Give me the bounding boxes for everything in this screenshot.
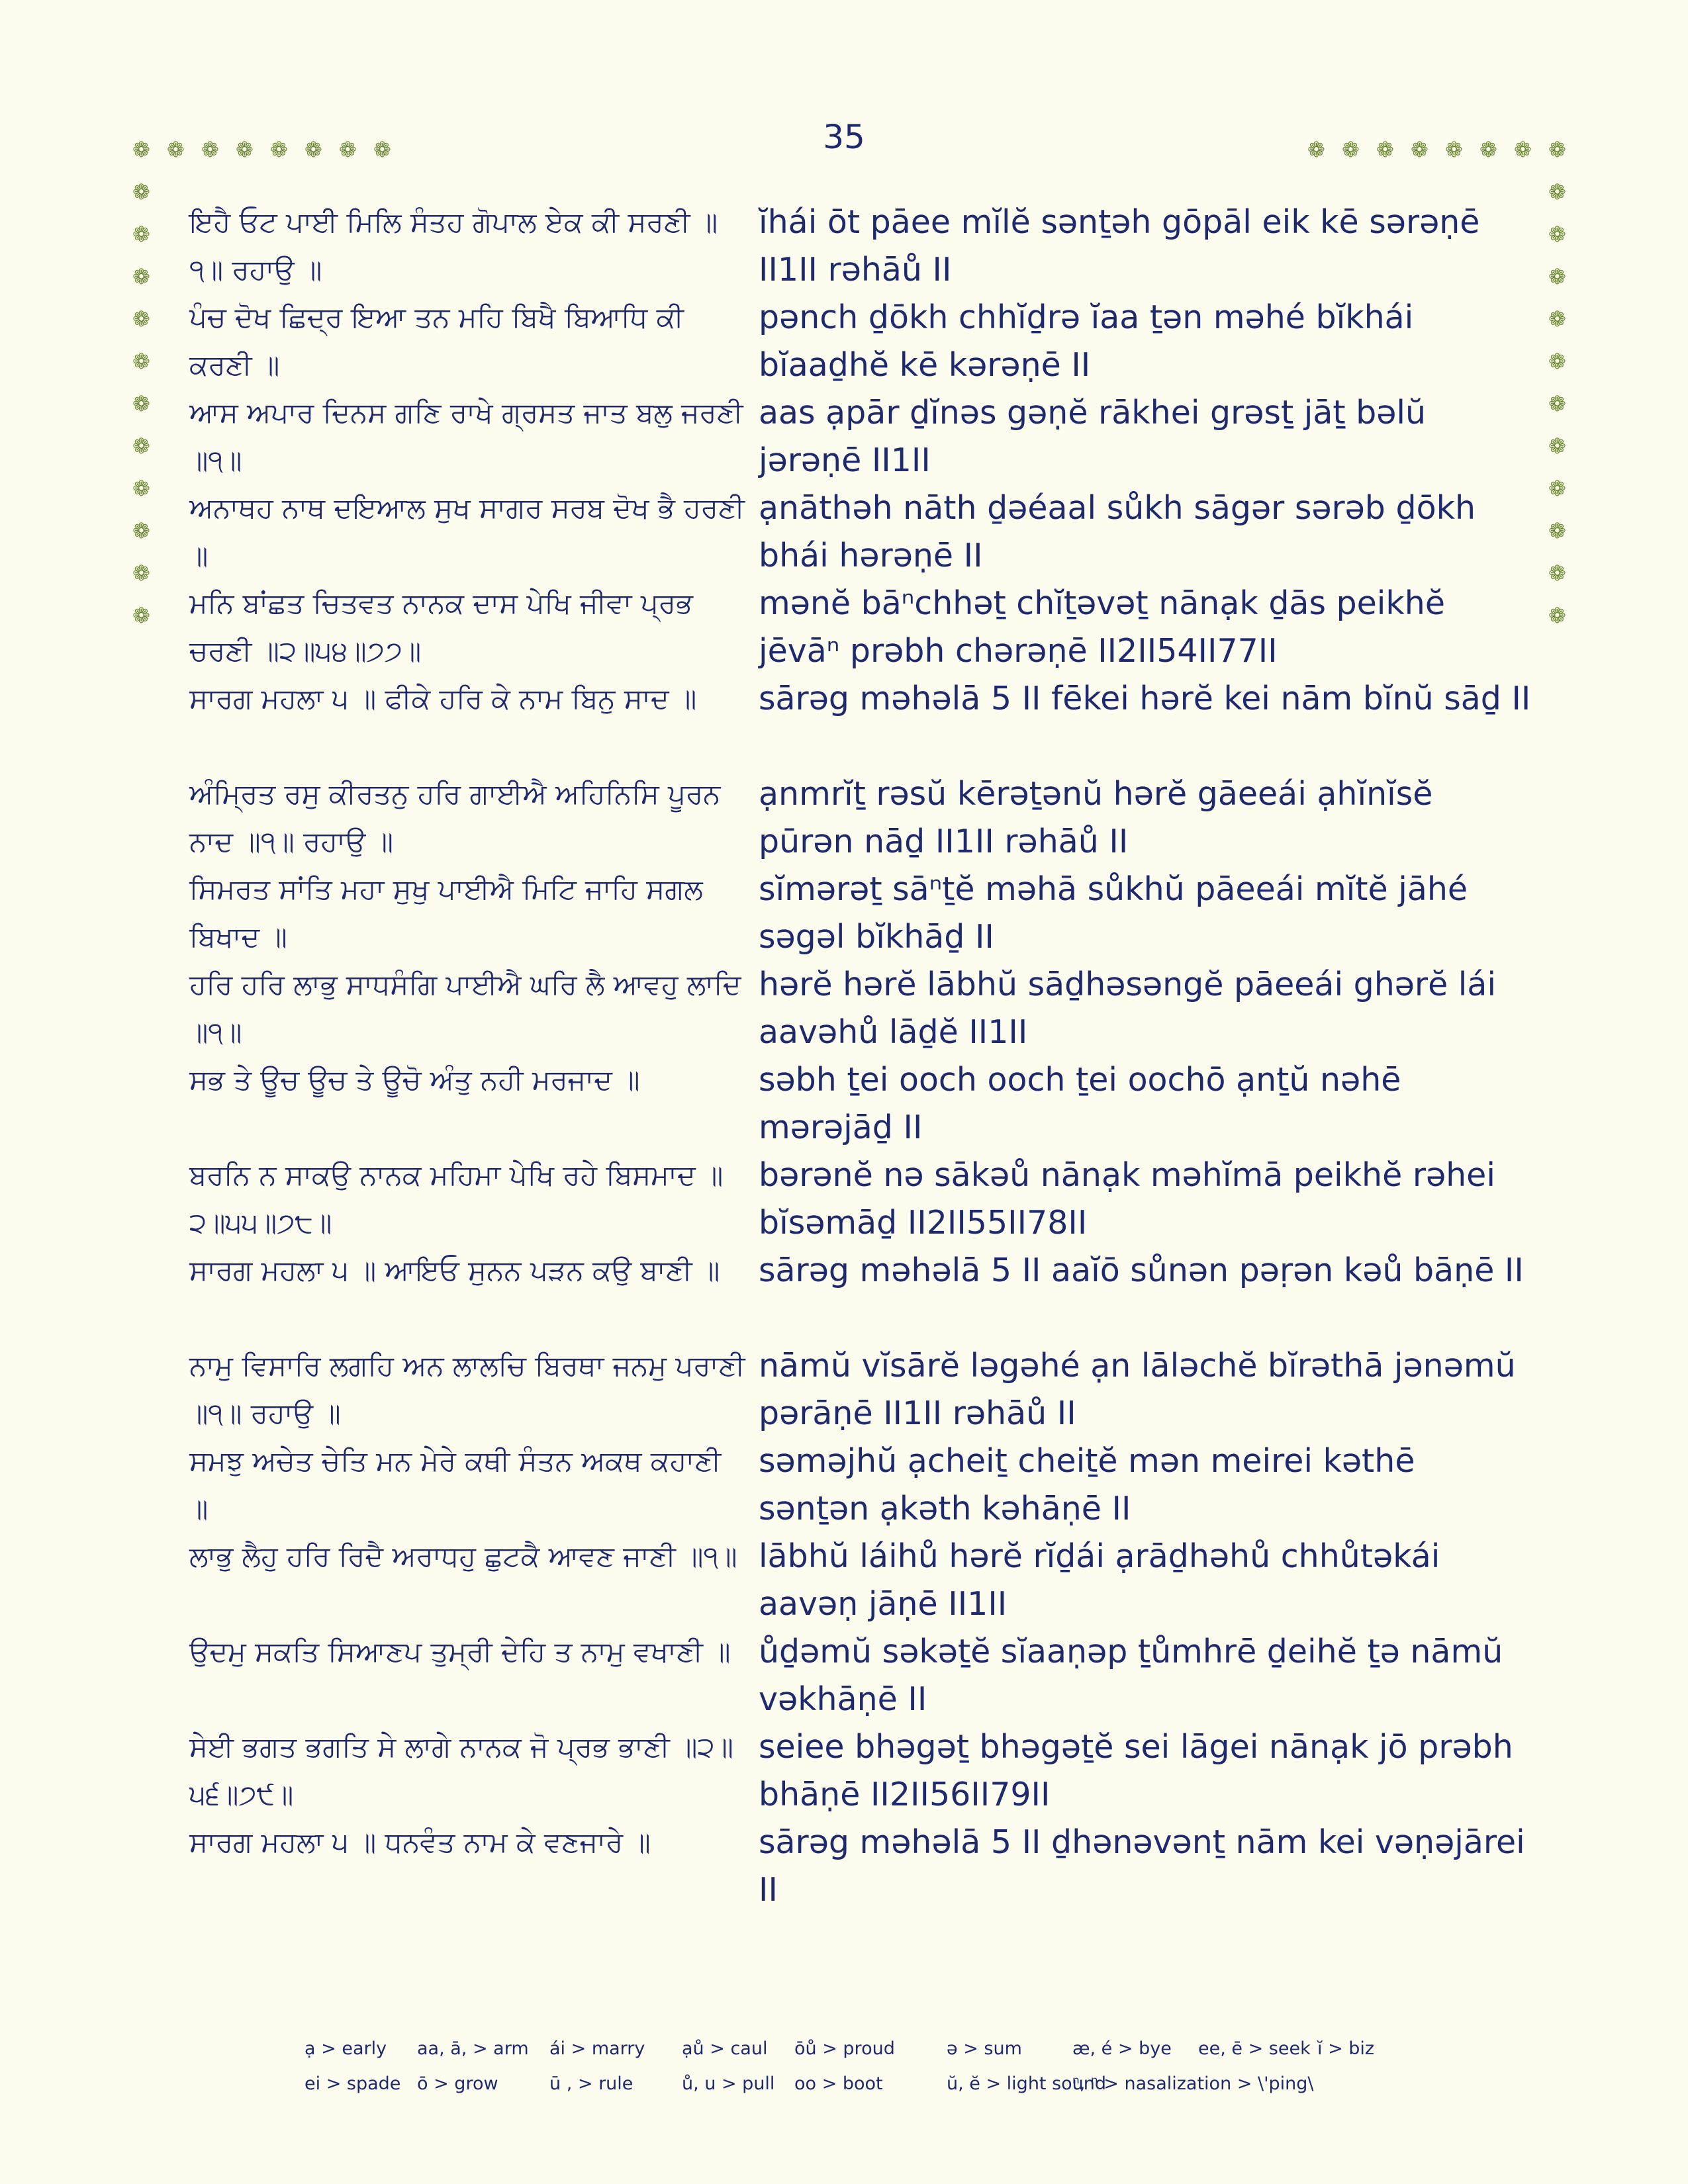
legend-row bbox=[305, 2038, 1562, 2059]
verse-row bbox=[189, 1533, 1533, 1628]
flower-ornament-icon: ❁ bbox=[270, 137, 288, 162]
verse-row bbox=[189, 580, 1533, 675]
legend-item: ⁿ, ⁿ > nasalization > \'ping\ bbox=[1072, 2073, 1314, 2094]
legend-item: ei > spade bbox=[305, 2073, 401, 2094]
transliteration-text: hərĕ hərĕ lābhŭ sāḏhəsəngĕ pāeeái ghərĕ lái aavəhů lāḏĕ II1II bbox=[759, 966, 1497, 1051]
legend-item: oo > boot bbox=[794, 2073, 883, 2094]
legend-item: ů, u > pull bbox=[682, 2073, 775, 2094]
transliteration-text: səbh ṯei ooch ooch ṯei oochō ạnṯŭ nəhē mərəjāḏ II bbox=[759, 1061, 1401, 1146]
transliteration-text: sĭmərəṯ sāⁿṯĕ məhā sůkhŭ pāeeái mĭtĕ jāhé səgəl bĭkhāḏ II bbox=[759, 870, 1468, 956]
gurmukhi-text: ਹਰਿ ਹਰਿ ਲਾਭੁ ਸਾਧਸੰਗਿ ਪਾਈਐ ਘਰਿ ਲੈ ਆਵਹੁ ਲਾਦਿ ॥੧॥ bbox=[189, 968, 741, 1048]
legend-item: ái > marry bbox=[549, 2038, 645, 2059]
flower-ornament-icon: ❁ bbox=[132, 433, 150, 459]
flower-ornament-icon: ❁ bbox=[1445, 137, 1463, 162]
flower-ornament-icon: ❁ bbox=[1548, 391, 1566, 416]
pronunciation-legend bbox=[305, 2038, 1562, 2109]
flower-ornament-icon: ❁ bbox=[1376, 137, 1394, 162]
flower-ornament-icon: ❁ bbox=[132, 137, 150, 162]
transliteration-text: ĭhái ōt pāee mĭlĕ sənṯəh gōpāl eik kē sərəṇē II1II rəhāů II bbox=[759, 203, 1480, 289]
transliteration-text: sārəg məhəlā 5 II fēkei hərĕ kei nām bĭnŭ sāḏ II bbox=[759, 680, 1531, 717]
flower-ornament-icon: ❁ bbox=[1548, 561, 1566, 586]
verse-row bbox=[189, 1723, 1533, 1819]
gurmukhi-text: ਸੇਈ ਭਗਤ ਭਗਤਿ ਸੇ ਲਾਗੇ ਨਾਨਕ ਜੋ ਪ੍ਰਭ ਭਾਣੀ ॥੨॥੫੬॥੭੯॥ bbox=[189, 1731, 733, 1811]
verse-row bbox=[189, 199, 1533, 294]
verse-row bbox=[189, 1819, 1533, 1914]
gurmukhi-text: ਬਰਨਿ ਨ ਸਾਕਉ ਨਾਨਕ ਮਹਿਮਾ ਪੇਖਿ ਰਹੇ ਬਿਸਮਾਦ ॥੨॥੫੫॥੭੮॥ bbox=[189, 1159, 724, 1239]
gurmukhi-text: ਨਾਮੁ ਵਿਸਾਰਿ ਲਗਹਿ ਅਨ ਲਾਲਚਿ ਬਿਰਥਾ ਜਨਮੁ ਪਰਾਣੀ ॥੧॥ ਰਹਾਉ ॥ bbox=[189, 1349, 745, 1430]
verse-row bbox=[189, 1152, 1533, 1247]
flower-ornament-icon: ❁ bbox=[1548, 264, 1566, 289]
flower-ornament-icon: ❁ bbox=[1548, 222, 1566, 247]
gurmukhi-text: ਸਮਝੁ ਅਚੇਤ ਚੇਤਿ ਮਨ ਮੇਰੇ ਕਥੀ ਸੰਤਨ ਅਕਥ ਕਹਾਣੀ ॥ bbox=[189, 1445, 722, 1525]
flower-ornament-icon: ❁ bbox=[132, 306, 150, 332]
verse-row bbox=[189, 484, 1533, 580]
transliteration-text: sārəg məhəlā 5 II ḏhənəvənṯ nām kei vəṇəjārei II bbox=[759, 1823, 1525, 1909]
legend-item: ō > grow bbox=[417, 2073, 498, 2094]
legend-item: ū , > rule bbox=[549, 2073, 633, 2094]
flower-ornament-icon: ❁ bbox=[132, 518, 150, 543]
flower-ornament-icon: ❁ bbox=[1548, 179, 1566, 205]
flower-ornament-icon: ❁ bbox=[1548, 306, 1566, 332]
verse-row bbox=[189, 1342, 1533, 1437]
gurmukhi-text: ਸਾਰਗ ਮਹਲਾ ੫ ॥ ਆਇਓ ਸੁਨਨ ਪੜਨ ਕਉ ਬਾਣੀ ॥ bbox=[189, 1254, 720, 1287]
flower-ornament-icon: ❁ bbox=[132, 476, 150, 501]
flower-ornament-icon: ❁ bbox=[132, 391, 150, 416]
flower-ornament-icon: ❁ bbox=[1342, 137, 1360, 162]
gurmukhi-text: ਸਿਮਰਤ ਸਾਂਤਿ ਮਹਾ ਸੁਖੁ ਪਾਈਐ ਮਿਟਿ ਜਾਹਿ ਸਗਲ ਬਿਖਾਦ ॥ bbox=[189, 873, 703, 953]
gurmukhi-text: ਅੰਮ੍ਰਿਤ ਰਸੁ ਕੀਰਤਨੁ ਹਰਿ ਗਾਈਐ ਅਹਿਨਿਸਿ ਪੂਰਨ ਨਾਦ ॥੧॥ ਰਹਾਉ ॥ bbox=[189, 778, 721, 858]
transliteration-text: bərənĕ nə sākəů nānạk məhĭmā peikhĕ rəhei bĭsəmāḏ II2II55II78II bbox=[759, 1156, 1495, 1242]
transliteration-text: seiee bhəgəṯ bhəgəṯĕ sei lāgei nānạk jō prəbh bhāṇē II2II56II79II bbox=[759, 1728, 1513, 1813]
legend-item: ōů > proud bbox=[794, 2038, 895, 2059]
verse-row bbox=[189, 1628, 1533, 1723]
gurmukhi-text: ਪੰਚ ਦੋਖ ਛਿਦ੍ਰ ਇਆ ਤਨ ਮਹਿ ਬਿਖੈ ਬਿਆਧਿ ਕੀ ਕਰਣੀ ॥ bbox=[189, 301, 684, 381]
flower-ornament-icon: ❁ bbox=[132, 561, 150, 586]
gurmukhi-text: ਸਾਰਗ ਮਹਲਾ ੫ ॥ ਧਨਵੰਤ ਨਾਮ ਕੇ ਵਣਜਾਰੇ ॥ bbox=[189, 1826, 651, 1858]
transliteration-text: aas ạpār ḏĭnəs gəṇĕ rākhei grəsṯ jāṯ bəlŭ jərəṇē II1II bbox=[759, 394, 1427, 479]
verse-row bbox=[189, 675, 1533, 770]
flower-ornament-icon: ❁ bbox=[1548, 137, 1566, 162]
verse-row bbox=[189, 770, 1533, 866]
flower-ornament-icon: ❁ bbox=[132, 603, 150, 628]
flower-ornament-icon: ❁ bbox=[1548, 349, 1566, 374]
legend-item: æ, é > bye bbox=[1072, 2038, 1172, 2059]
flower-ornament-icon: ❁ bbox=[1411, 137, 1429, 162]
page-number: 35 bbox=[823, 118, 865, 156]
legend-item: ạů > caul bbox=[682, 2038, 768, 2059]
gurmukhi-text: ਸਾਰਗ ਮਹਲਾ ੫ ॥ ਫੀਕੇ ਹਰਿ ਕੇ ਨਾਮ ਬਿਨੁ ਸਾਦ ॥ bbox=[189, 682, 697, 715]
flower-ornament-icon: ❁ bbox=[1548, 518, 1566, 543]
gurmukhi-text: ਉਦਮੁ ਸਕਤਿ ਸਿਆਣਪ ਤੁਮ੍ਰੀ ਦੇਹਿ ਤ ਨਾਮੁ ਵਖਾਣੀ ॥ bbox=[189, 1635, 731, 1668]
flower-ornament-icon: ❁ bbox=[1307, 137, 1325, 162]
verse-row bbox=[189, 1056, 1533, 1152]
flower-ornament-icon: ❁ bbox=[132, 264, 150, 289]
flower-ornament-icon: ❁ bbox=[1548, 603, 1566, 628]
gurmukhi-text: ਆਸ ਅਪਾਰ ਦਿਨਸ ਗਣਿ ਰਾਖੇ ਗ੍ਰਸਤ ਜਾਤ ਬਲੁ ਜਰਣੀ ॥੧॥ bbox=[189, 396, 743, 477]
verse-table bbox=[189, 199, 1533, 1914]
flower-ornament-icon: ❁ bbox=[132, 179, 150, 205]
transliteration-text: nāmŭ vĭsārĕ ləgəhé ạn lāləchĕ bĭrəthā jənəmŭ pərāṇē II1II rəhāů II bbox=[759, 1347, 1516, 1432]
legend-item: ĭ > biz bbox=[1317, 2038, 1375, 2059]
flower-ornament-icon: ❁ bbox=[305, 137, 322, 162]
transliteration-text: ůḏəmŭ səkəṯĕ sĭaaṇəp ṯůmhrē ḏeihĕ ṯə nāmŭ vəkhāṇē II bbox=[759, 1633, 1503, 1718]
flower-ornament-icon: ❁ bbox=[132, 349, 150, 374]
transliteration-text: mənĕ bāⁿchhəṯ chĭṯəvəṯ nānạk ḏās peikhĕ jēvāⁿ prəbh chərəṇē II2II54II77II bbox=[759, 584, 1445, 670]
transliteration-text: lābhŭ láihů hərĕ rĭḏái ạrāḏhəhů chhůtəkái aavəṇ jāṇē II1II bbox=[759, 1537, 1440, 1623]
flower-ornament-icon: ❁ bbox=[1514, 137, 1532, 162]
flower-ornament-icon: ❁ bbox=[201, 137, 219, 162]
flower-ornament-icon: ❁ bbox=[1548, 433, 1566, 459]
legend-item: ạ > early bbox=[305, 2038, 387, 2059]
gurmukhi-text: ਸਭ ਤੇ ਊਚ ਊਚ ਤੇ ਊਚੋ ਅੰਤੁ ਨਹੀ ਮਰਜਾਦ ॥ bbox=[189, 1064, 640, 1096]
gurmukhi-text: ਲਾਭੁ ਲੈਹੁ ਹਰਿ ਰਿਦੈ ਅਰਾਧਹੁ ਛੁਟਕੈ ਆਵਣ ਜਾਣੀ ॥੧॥ bbox=[189, 1540, 737, 1572]
verse-row bbox=[189, 389, 1533, 484]
flower-ornament-icon: ❁ bbox=[1479, 137, 1497, 162]
verse-row bbox=[189, 294, 1533, 389]
verse-row bbox=[189, 1247, 1533, 1342]
flower-ornament-icon: ❁ bbox=[339, 137, 357, 162]
transliteration-text: pənch ḏōkh chhĭḏrə ĭaa ṯən məhé bĭkhái bĭaaḏhĕ kē kərəṇē II bbox=[759, 298, 1414, 384]
legend-item: aa, ā, > arm bbox=[417, 2038, 529, 2059]
transliteration-text: ạnāthəh nāth ḏəéaal sůkh sāgər sərəb ḏōkh bhái hərəṇē II bbox=[759, 489, 1476, 574]
gurmukhi-text: ਮਨਿ ਬਾਂਛਤ ਚਿਤਵਤ ਨਾਨਕ ਦਾਸ ਪੇਖਿ ਜੀਵਾ ਪ੍ਰਭ ਚਰਣੀ ॥੨॥੫੪॥੭੭॥ bbox=[189, 587, 693, 667]
verse-row bbox=[189, 1437, 1533, 1533]
flower-ornament-icon: ❁ bbox=[132, 222, 150, 247]
legend-item: ŭ, ĕ > light sound bbox=[947, 2073, 1107, 2094]
verse-row bbox=[189, 866, 1533, 961]
gurmukhi-text: ਇਹੈ ਓਟ ਪਾਈ ਮਿਲਿ ਸੰਤਹ ਗੋਪਾਲ ਏਕ ਕੀ ਸਰਣੀ ॥੧॥ ਰਹਾਉ ॥ bbox=[189, 206, 718, 286]
verse-row bbox=[189, 961, 1533, 1056]
flower-ornament-icon: ❁ bbox=[1548, 476, 1566, 501]
legend-row bbox=[305, 2073, 1562, 2094]
flower-ornament-icon: ❁ bbox=[373, 137, 391, 162]
flower-ornament-icon: ❁ bbox=[167, 137, 185, 162]
transliteration-text: ạnmrĭṯ rəsŭ kērəṯənŭ hərĕ gāeeái ạhĭnĭsĕ pūrən nāḏ II1II rəhāů II bbox=[759, 775, 1433, 860]
gurmukhi-text: ਅਨਾਥਹ ਨਾਥ ਦਇਆਲ ਸੁਖ ਸਾਗਰ ਸਰਬ ਦੋਖ ਭੈ ਹਰਣੀ ॥ bbox=[189, 492, 745, 572]
flower-ornament-icon: ❁ bbox=[236, 137, 254, 162]
transliteration-text: səməjhŭ ạcheiṯ cheiṯĕ mən meirei kəthē sənṯən ạkəth kəhāṇē II bbox=[759, 1442, 1415, 1527]
legend-item: ee, ē > seek bbox=[1198, 2038, 1311, 2059]
transliteration-text: sārəg məhəlā 5 II aaĭō sůnən pəṛən kəů bāṇē II bbox=[759, 1251, 1524, 1289]
legend-item: ə > sum bbox=[947, 2038, 1022, 2059]
